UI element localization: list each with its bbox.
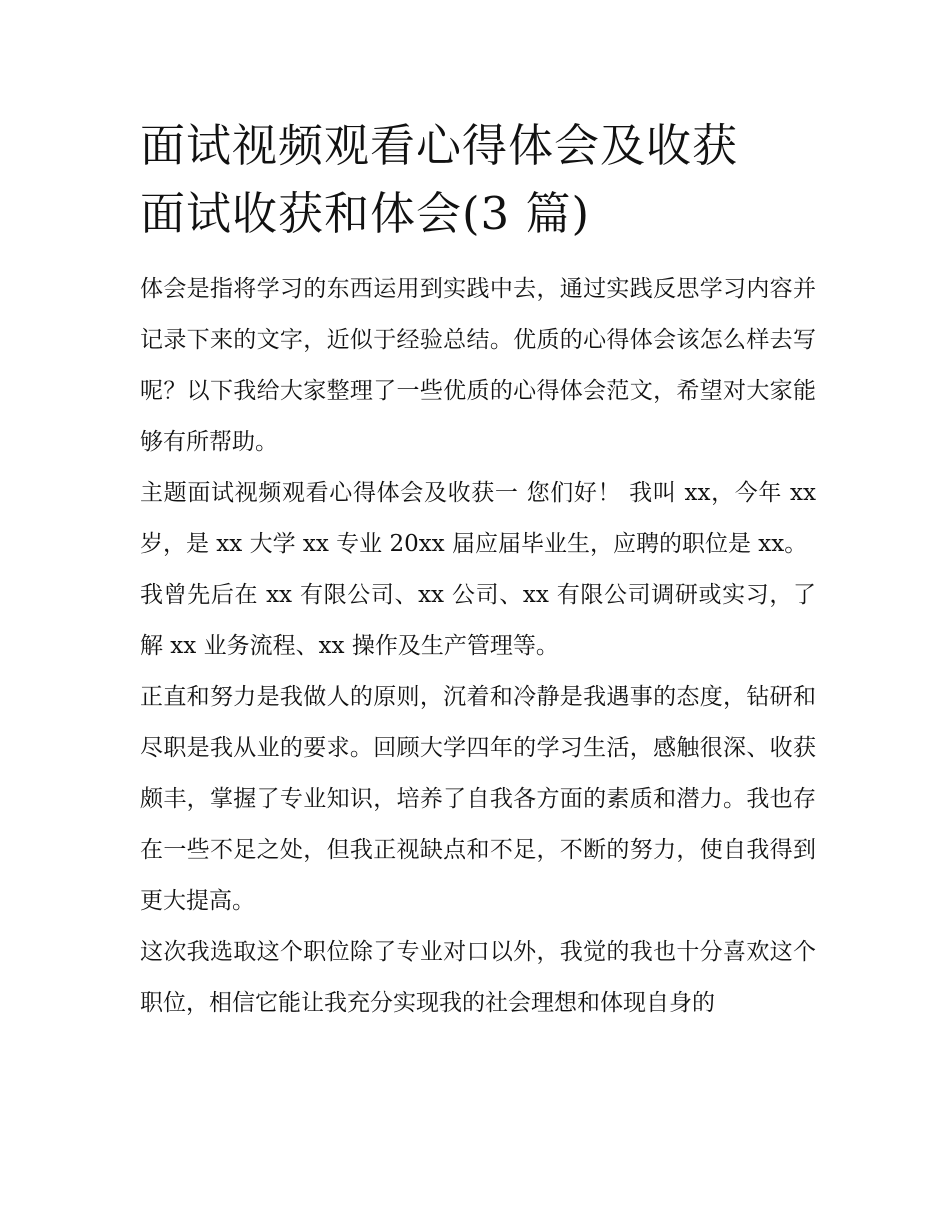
title-line-2: 面试收获和体会(3 篇)	[140, 187, 591, 240]
paragraph-position-choice: 这次我选取这个职位除了专业对口以外，我觉的我也十分喜欢这个职位，相信它能让我充分实现我的社会理想和体现自身的	[140, 939, 816, 1016]
paragraph-intro: 体会是指将学习的东西运用到实践中去，通过实践反思学习内容并记录下来的文字，近似于经验总结。优质的心得体会该怎么样去写呢？以下我给大家整理了一些优质的心得体会范文，希望对大家能够有所帮助。	[140, 276, 816, 455]
paragraph-internship: 我曾先后在 xx 有限公司、xx 公司、xx 有限公司调研或实习，了解 xx 业务流程、xx 操作及生产管理等。	[140, 582, 816, 659]
paragraph-self-introduction: 主题面试视频观看心得体会及收获一 您们好！ 我叫 xx，今年 xx 岁，是 xx 大学 xx 专业 20xx 届应届毕业生，应聘的职位是 xx。	[140, 480, 816, 557]
title-line-1: 面试视频观看心得体会及收获	[140, 119, 739, 172]
document-title	[140, 112, 816, 248]
paragraph-principles: 正直和努力是我做人的原则，沉着和冷静是我遇事的态度，钻研和尽职是我从业的要求。回顾大学四年的学习生活，感触很深、收获颇丰，掌握了专业知识，培养了自我各方面的素质和潜力。我也存在一些不足之处，但我正视缺点和不足，不断的努力，使自我得到更大提高。	[140, 684, 816, 914]
document-body	[140, 112, 816, 1029]
